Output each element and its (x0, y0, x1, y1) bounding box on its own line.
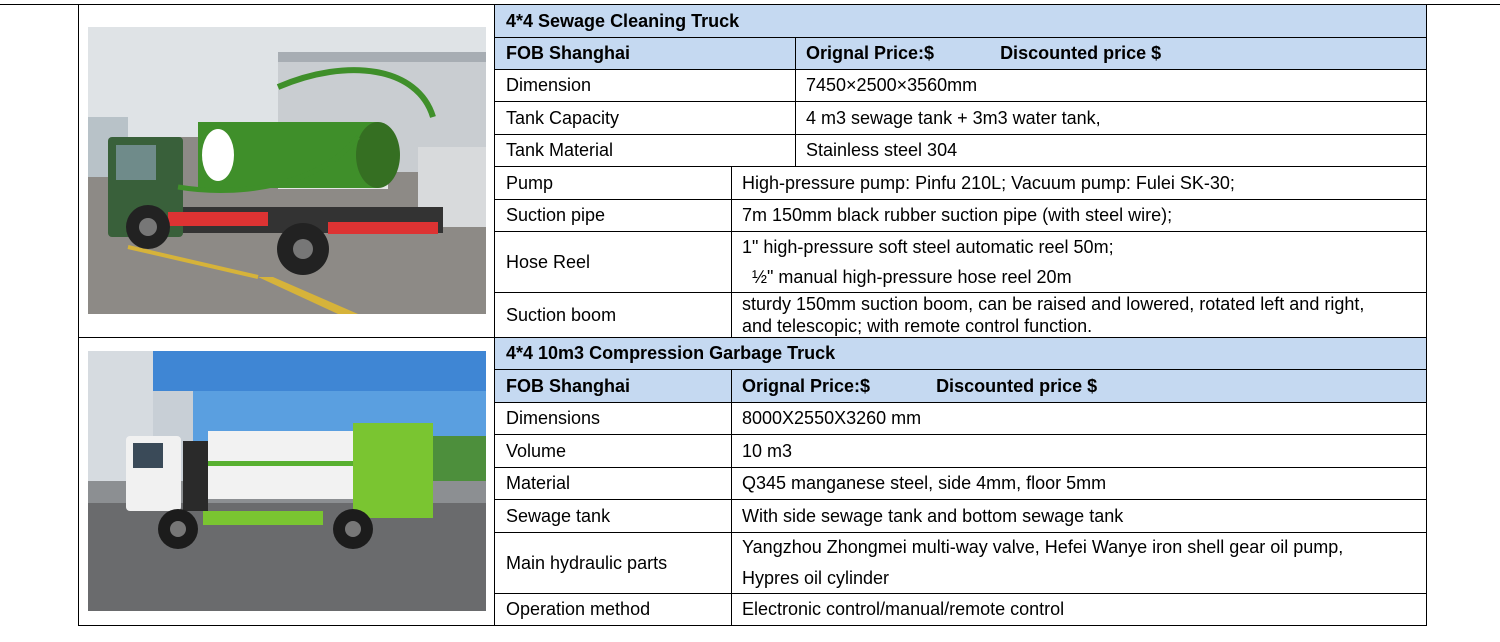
spec-value-line: ½" manual high-pressure hose reel 20m (752, 267, 1072, 287)
product-photo-cell (78, 338, 495, 625)
price-cell (795, 38, 1426, 69)
garbage-truck-photo (88, 351, 486, 611)
spec-value: Electronic control/manual/remote control (731, 594, 1426, 625)
price-row (495, 38, 1426, 70)
spec-label: Tank Material (506, 140, 614, 160)
fob-label: FOB Shanghai (506, 375, 631, 396)
discounted-price-label: Discounted price $ (936, 375, 1098, 396)
spec-row (495, 293, 1426, 338)
price-cell (731, 370, 1426, 402)
spec-row (495, 167, 1426, 200)
product-photo-cell (78, 5, 495, 338)
product-title-row (495, 338, 1426, 370)
sewage-truck-photo (88, 27, 486, 314)
spec-value (731, 533, 1426, 593)
spec-value: 7450×2500×3560mm (795, 70, 1426, 101)
spec-label: Suction pipe (506, 205, 606, 225)
original-price-label: Orignal Price:$ (742, 375, 871, 396)
table-right-border (1426, 5, 1427, 625)
spec-value-line: sturdy 150mm suction boom, can be raised and lowered, rotated left and right, (742, 294, 1365, 314)
spec-row (495, 102, 1426, 135)
spec-label: Dimensions (506, 408, 601, 428)
spec-value: With side sewage tank and bottom sewage tank (731, 500, 1426, 532)
spec-value-line: 1" high-pressure soft steel automatic reel 50m; (742, 237, 1114, 257)
product-spec-table (495, 338, 1426, 625)
spec-row (495, 500, 1426, 533)
spec-row (495, 468, 1426, 500)
spec-row (495, 70, 1426, 102)
spec-row (495, 403, 1426, 435)
spec-label: Operation method (506, 599, 651, 619)
spec-value-line: and telescopic; with remote control function. (742, 316, 1093, 336)
product-title: 4*4 10m3 Compression Garbage Truck (506, 343, 836, 363)
spec-row (495, 200, 1426, 232)
original-price-label: Orignal Price:$ (806, 43, 935, 63)
price-row (495, 370, 1426, 403)
spec-value (731, 232, 1426, 292)
spec-label: Material (506, 473, 571, 493)
spec-value: Stainless steel 304 (795, 135, 1426, 166)
spec-value: Q345 manganese steel, side 4mm, floor 5mm (731, 468, 1426, 499)
product-title: 4*4 Sewage Cleaning Truck (506, 10, 740, 31)
spec-value: 10 m3 (731, 435, 1426, 467)
spec-value: 7m 150mm black rubber suction pipe (with steel wire); (731, 200, 1426, 231)
spec-label: Sewage tank (506, 505, 611, 526)
spec-label: Dimension (506, 75, 592, 95)
spec-value: 8000X2550X3260 mm (731, 403, 1426, 434)
product-spec-table (495, 5, 1426, 338)
discounted-price-label: Discounted price $ (1000, 43, 1162, 63)
spec-row (495, 135, 1426, 167)
spec-value-line: Hypres oil cylinder (742, 568, 890, 588)
spec-row (495, 232, 1426, 293)
spec-row (495, 594, 1426, 625)
spec-label: Tank Capacity (506, 107, 620, 128)
spec-label: Hose Reel (506, 251, 591, 272)
spec-value: High-pressure pump: Pinfu 210L; Vacuum pump: Fulei SK-30; (731, 167, 1426, 199)
spec-row (495, 533, 1426, 594)
spec-label: Pump (506, 172, 554, 193)
spec-label: Suction boom (506, 304, 617, 325)
fob-label: FOB Shanghai (506, 43, 631, 63)
spec-value (731, 293, 1426, 337)
table-bottom-border (78, 625, 1427, 626)
spec-label: Main hydraulic parts (506, 552, 668, 573)
spec-value-line: Yangzhou Zhongmei multi-way valve, Hefei Wanye iron shell gear oil pump, (742, 537, 1344, 557)
product-title-row (495, 5, 1426, 38)
spec-value: 4 m3 sewage tank + 3m3 water tank, (795, 102, 1426, 134)
spec-label: Volume (506, 440, 567, 461)
spec-row (495, 435, 1426, 468)
